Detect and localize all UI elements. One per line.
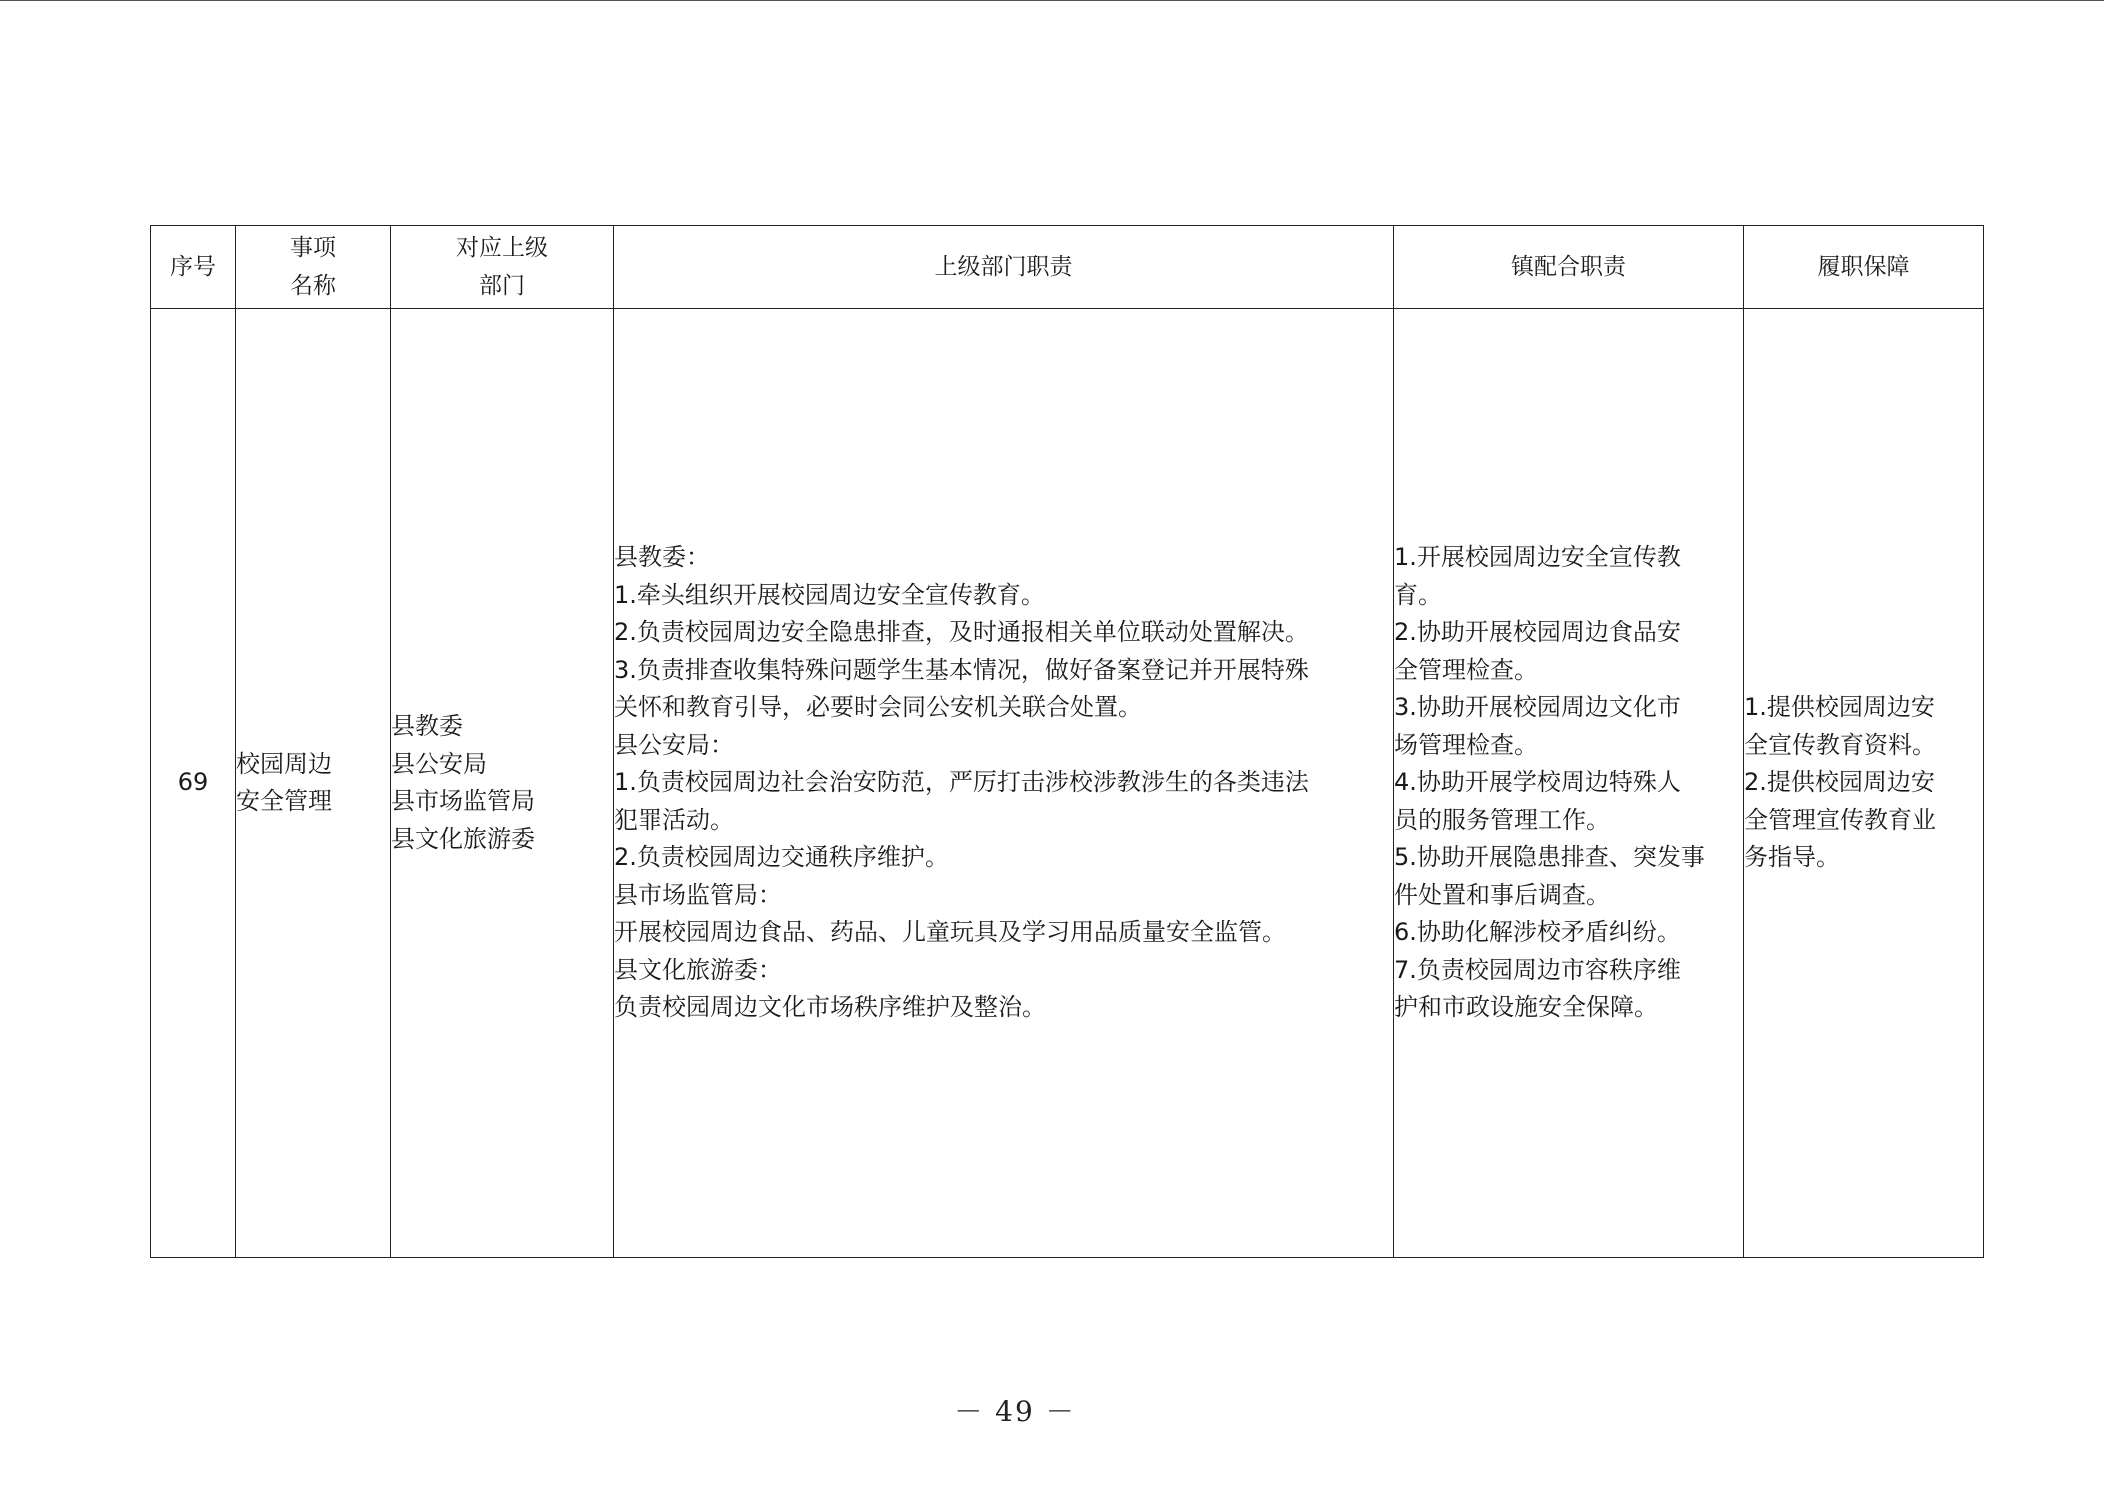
dept-line: 县文化旅游委 bbox=[391, 824, 535, 853]
page-number: － 49 － bbox=[954, 1395, 1076, 1428]
town-duty-line: 4.协助开展学校周边特殊人 bbox=[1394, 768, 1681, 797]
town-duty-line: 6.协助化解涉校矛盾纠纷。 bbox=[1394, 918, 1681, 947]
town-duty-line: 件处置和事后调查。 bbox=[1394, 880, 1610, 909]
town-duty-line: 育。 bbox=[1394, 580, 1442, 609]
guarantee-line: 1.提供校园周边安 bbox=[1744, 693, 1935, 722]
guarantee-line: 务指导。 bbox=[1744, 843, 1840, 872]
duty-line: 县市场监管局： bbox=[614, 880, 782, 909]
duty-line: 县公安局： bbox=[614, 730, 734, 759]
table-row bbox=[151, 309, 1984, 1258]
guarantee-line: 全管理宣传教育业 bbox=[1744, 805, 1936, 834]
duty-table bbox=[150, 225, 1984, 1258]
town-duty-line: 1.开展校园周边安全宣传教 bbox=[1394, 543, 1681, 572]
town-duty-line: 场管理检查。 bbox=[1394, 730, 1538, 759]
dept-line: 县公安局 bbox=[391, 749, 487, 778]
header-no bbox=[151, 226, 236, 309]
duty-line: 1.负责校园周边社会治安防范，严厉打击涉校涉教涉生的各类违法 bbox=[614, 768, 1309, 797]
dept-line: 县教委 bbox=[391, 712, 463, 740]
duty-line: 县文化旅游委： bbox=[614, 955, 782, 984]
upper-dept-cell bbox=[391, 309, 614, 1258]
row-number bbox=[151, 309, 236, 1258]
top-border-line bbox=[0, 0, 2104, 1]
town-duty-line: 3.协助开展校园周边文化市 bbox=[1394, 693, 1681, 722]
header-dept-line2: 部门 bbox=[479, 273, 525, 299]
header-item-line1: 事项 bbox=[290, 235, 336, 261]
duty-line: 2.负责校园周边安全隐患排查，及时通报相关单位联动处置解决。 bbox=[614, 618, 1309, 647]
duty-line: 开展校园周边食品、药品、儿童玩具及学习用品质量安全监管。 bbox=[614, 918, 1286, 947]
header-dept-line1: 对应上级 bbox=[456, 235, 548, 261]
upper-duty-cell bbox=[614, 309, 1394, 1258]
duty-line: 2.负责校园周边交通秩序维护。 bbox=[614, 843, 949, 872]
town-duty-line: 7.负责校园周边市容秩序维 bbox=[1394, 955, 1681, 984]
header-guarantee bbox=[1744, 226, 1984, 309]
header-item-line2: 名称 bbox=[290, 273, 336, 299]
town-duty-line: 2.协助开展校园周边食品安 bbox=[1394, 618, 1681, 647]
town-duty-line: 护和市政设施安全保障。 bbox=[1394, 993, 1658, 1022]
guarantee-line: 全宣传教育资料。 bbox=[1744, 730, 1936, 759]
town-duty-line: 员的服务管理工作。 bbox=[1394, 805, 1610, 834]
row-number-value: 69 bbox=[177, 768, 209, 797]
header-row bbox=[151, 226, 1984, 309]
town-duty-line: 5.协助开展隐患排查、突发事 bbox=[1394, 843, 1705, 872]
duty-line: 犯罪活动。 bbox=[614, 805, 734, 834]
header-no-label: 序号 bbox=[170, 254, 216, 280]
item-name-line: 安全管理 bbox=[236, 787, 332, 815]
duty-line: 关怀和教育引导，必要时会同公安机关联合处置。 bbox=[614, 693, 1142, 722]
duty-line: 1.牵头组织开展校园周边安全宣传教育。 bbox=[614, 580, 1045, 609]
item-name-cell bbox=[236, 309, 391, 1258]
header-town-label: 镇配合职责 bbox=[1511, 254, 1626, 280]
header-item-name bbox=[236, 226, 391, 309]
dept-line: 县市场监管局 bbox=[391, 787, 535, 815]
duty-line: 负责校园周边文化市场秩序维护及整治。 bbox=[614, 993, 1046, 1022]
town-duty-line: 全管理检查。 bbox=[1394, 655, 1538, 684]
item-name-line: 校园周边 bbox=[236, 749, 332, 778]
header-upper-dept bbox=[391, 226, 614, 309]
guarantee-line: 2.提供校园周边安 bbox=[1744, 768, 1935, 797]
header-duty-label: 上级部门职责 bbox=[934, 254, 1073, 280]
header-town-duty bbox=[1394, 226, 1744, 309]
guarantee-cell bbox=[1744, 309, 1984, 1258]
town-duty-cell bbox=[1394, 309, 1744, 1258]
header-upper-duty bbox=[614, 226, 1394, 309]
header-guarantee-label: 履职保障 bbox=[1817, 254, 1910, 280]
duty-line: 县教委： bbox=[614, 543, 710, 572]
duty-line: 3.负责排查收集特殊问题学生基本情况，做好备案登记并开展特殊 bbox=[614, 655, 1309, 684]
